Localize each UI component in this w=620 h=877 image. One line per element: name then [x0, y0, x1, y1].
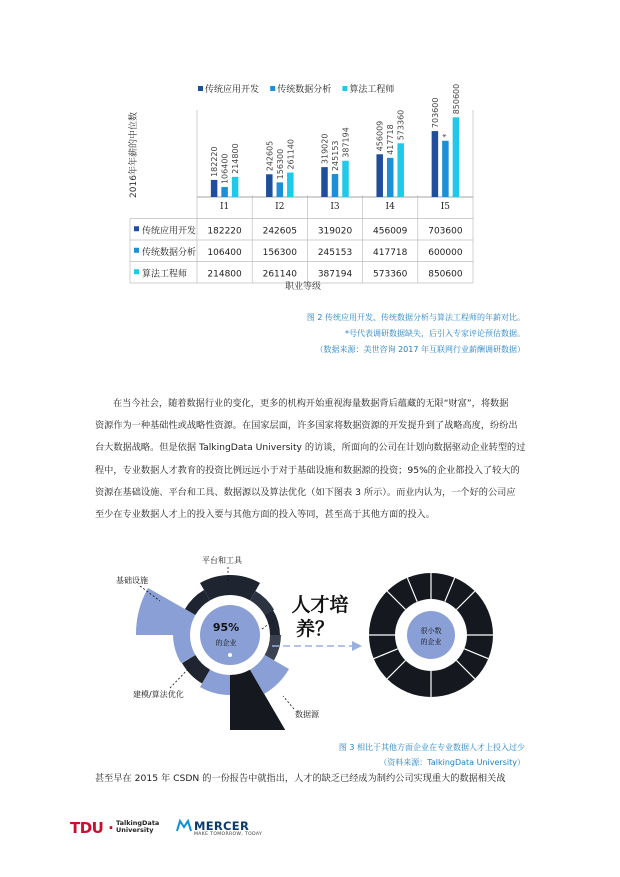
rose-center-dot [228, 653, 232, 657]
paragraph-line: 资源在基础设施、平台和工具、数据源以及算法优化（如下图表 3 所示）。而业内认为，一个好的公司应 [95, 486, 516, 498]
table-cell: 106400 [207, 247, 242, 258]
table-cell: 417718 [373, 247, 408, 258]
table-row-label: 传统应用开发 [142, 226, 197, 237]
bar-data-label: 214800 [231, 143, 241, 174]
bar [342, 161, 349, 197]
bar-data-label: 703600 [430, 97, 440, 129]
legend-swatch [270, 86, 275, 91]
bar-data-label: 319020 [320, 133, 330, 165]
figure2-caption-line1: 图 2 传统应用开发、传统数据分析与算法工程师的年薪对比。 [306, 313, 525, 322]
figure2-caption-line2: *号代表调研数据缺失，后引入专家评论预估数据。 [345, 329, 525, 338]
investment-diagram [0, 545, 620, 730]
bar-data-label: 261140 [286, 138, 296, 170]
table-cell: 703600 [428, 226, 463, 237]
legend-label: 算法工程师 [349, 85, 395, 95]
bar [453, 117, 460, 197]
arrow-datasource [283, 696, 294, 709]
figure2-caption-line3: （数据来源：美世咨询 2017 年互联网行业薪酬调研数据） [315, 345, 525, 354]
bar-data-label: 182220 [210, 146, 220, 177]
bar [332, 174, 339, 197]
table-cell: 156300 [262, 247, 297, 258]
x-tick-label: I5 [440, 202, 451, 212]
bar [232, 177, 239, 197]
bar [321, 167, 328, 197]
table-row-label: 传统数据分析 [142, 247, 197, 258]
rose-sector-top [200, 575, 260, 600]
label-algorithm: 建模/算法优化 [133, 690, 184, 699]
x-tick-label: I2 [275, 202, 285, 212]
label-platform-tools: 平台和工具 [202, 556, 242, 565]
x-tick-label: I3 [330, 202, 340, 212]
legend-label: 传统应用开发 [205, 85, 260, 95]
bar [221, 187, 228, 197]
bar-data-label: 245153 [331, 140, 340, 172]
paragraph-line: 至少在专业数据人才上的投入要与其他方面的投入等同，甚至高于其他方面的投入。 [95, 509, 435, 521]
bar [376, 154, 383, 197]
ring-center-line1: 很小数 [420, 627, 442, 635]
td-logo-line1: TalkingData [116, 819, 160, 827]
bar [397, 143, 404, 197]
table-cell: 456009 [373, 226, 408, 237]
bar-data-label: 387194 [341, 127, 351, 158]
table-row-swatch [134, 269, 139, 274]
mercer-logo: MERCER [194, 819, 250, 833]
left-rose-chart [136, 575, 294, 730]
rose-center-label: 的企业 [215, 639, 237, 647]
table-row-label: 算法工程师 [142, 269, 188, 280]
legend-swatch [342, 86, 347, 91]
x-axis-label: 职业等级 [284, 282, 322, 292]
body-paragraph [95, 393, 527, 526]
table-cell: 850600 [428, 269, 463, 280]
paragraph-line: 台大数据战略。但是依据 TalkingData University 的访谈，所面向的公司在计划向数据驱动企业转型的过 [95, 442, 526, 454]
ring-center-line2: 的企业 [420, 638, 442, 646]
bar [432, 131, 439, 197]
table-cell: 242605 [262, 226, 297, 237]
talent-question-line2: 养？ [295, 618, 335, 640]
continuation-text: 甚至早在 2015 年 CSDN 的一份报告中就指出，人才的缺乏已经成为制约公司实现重大的数据相关战 [95, 773, 506, 784]
paragraph-line: 资源作为一种基础性或战略性资源。在国家层面，许多国家将数据资源的开发提升到了战略高度，纷纷出 [95, 420, 518, 432]
mercer-logo-icon [176, 819, 192, 833]
rose-sector-infrastructure [136, 588, 195, 635]
ring-center [407, 611, 455, 659]
rose-center-percent: 95% [212, 621, 240, 634]
talent-question-line1: 人才培 [291, 594, 349, 616]
table-row-swatch [134, 248, 139, 253]
bar [211, 180, 218, 197]
table-cell: 214800 [207, 269, 242, 280]
bar-data-label: 242605 [265, 140, 275, 172]
y-axis-label: 2016年年薪的中位数 [129, 112, 139, 198]
legend-swatch [198, 86, 203, 91]
talkingdata-university-logo [116, 820, 159, 834]
legend-label: 传统数据分析 [277, 85, 332, 95]
rose-sector-right [265, 610, 280, 635]
paragraph-line: 在当今社会，随着数据行业的变化，更多的机构开始重视海量数据背后蕴藏的无限“财富”，将数据 [113, 398, 509, 409]
table-cell: 182220 [207, 226, 242, 237]
tdu-logo-text: TDU [70, 819, 104, 837]
bar [387, 158, 394, 197]
salary-bar-chart [0, 0, 620, 300]
bar [266, 174, 273, 197]
paragraph-line: 程中，专业数据人才教育的投资比例远远小于对于基础设施和数据源的投资；95%的企业都投入了较大的 [95, 464, 520, 476]
label-infrastructure: 基础设施 [116, 576, 148, 585]
bar [287, 173, 294, 197]
mercer-tagline: MAKE TOMORROW, TODAY [194, 832, 263, 837]
arrow-algorithm [170, 667, 190, 688]
dashed-arrow-head [352, 641, 362, 651]
label-datasource: 数据源 [295, 710, 319, 719]
table-cell: 387194 [317, 269, 353, 280]
table-cell: 261140 [262, 269, 297, 280]
x-tick-label: I4 [385, 202, 395, 212]
bar-data-label: 106400 [220, 153, 230, 185]
tdu-logo: TDU · [70, 819, 114, 837]
table-cell: 573360 [373, 269, 408, 280]
bar-data-label: 573360 [396, 109, 406, 141]
td-logo-line2: University [116, 826, 154, 834]
table-row-swatch [134, 226, 139, 231]
table-cell: 600000 [428, 247, 463, 258]
table-cell: 245153 [317, 247, 353, 258]
bar-data-label: 850600 [451, 83, 461, 115]
x-tick-label: I1 [219, 202, 230, 212]
bar [277, 182, 284, 197]
bar-data-label: 417718 [386, 124, 396, 155]
figure3-caption-line2: （资料来源：TalkingData University） [379, 758, 525, 767]
rose-sector-top-right [250, 591, 274, 615]
table-cell: 319020 [317, 226, 353, 237]
bar-data-label: 456009 [375, 120, 385, 152]
right-ring-chart [369, 573, 493, 697]
figure3-caption-line1: 图 3 相比于其他方面企业在专业数据人才上投入过少 [338, 743, 525, 752]
bar [442, 141, 449, 197]
bar-data-label: * [441, 133, 451, 138]
bar-data-label: 156300 [275, 148, 285, 180]
